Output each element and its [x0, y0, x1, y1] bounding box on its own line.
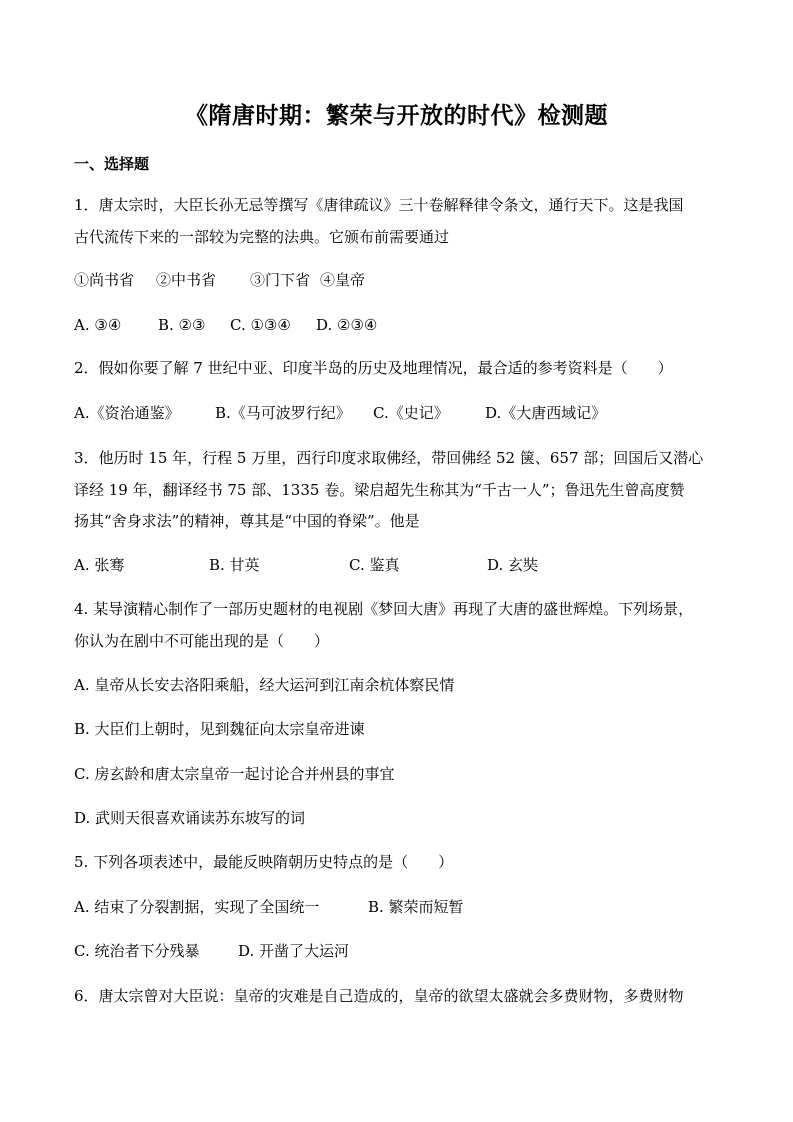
question-text-line: 3．他历时 15 年，行程 5 万里，西行印度求取佛经，带回佛经 52 箧、657 部；回国后又潜心 — [74, 449, 704, 467]
option-c: C. ①③④ — [230, 316, 291, 334]
option-c: C.《史记》 — [373, 404, 449, 422]
option-a: A.《资治通鉴》 — [74, 404, 180, 422]
option-c: C. 鉴真 — [349, 556, 400, 574]
option-a: A. ③④ — [74, 316, 122, 334]
option-a: A. 张骞 — [74, 556, 125, 574]
question-text-line: 1．唐太宗时，大臣长孙无忌等撰写《唐律疏议》三十卷解释律令条文，通行天下。这是我国 — [74, 196, 684, 214]
statement-item: ③门下省 — [250, 271, 311, 289]
option-row — [74, 314, 724, 336]
option-b: B. ②③ — [158, 316, 206, 334]
option-row — [74, 940, 724, 962]
question-text-line: 古代流传下来的一部较为完整的法典。它颁布前需要通过 — [74, 228, 450, 246]
question-text-line: 2．假如你要了解 7 世纪中亚、印度半岛的历史及地理情况，最合适的参考资料是（ ） — [74, 359, 673, 377]
option-b: B.《马可波罗行纪》 — [215, 404, 351, 422]
option-row — [74, 402, 724, 424]
option-d: D.《大唐西域记》 — [485, 404, 607, 422]
option-b: B. 繁荣而短暂 — [368, 898, 464, 916]
statement-item: ①尚书省 — [74, 271, 135, 289]
question-text-line: 5. 下列各项表述中，最能反映隋朝历史特点的是（ ） — [74, 853, 454, 871]
section-heading: 一、选择题 — [74, 155, 150, 173]
question-text-line: 6．唐太宗曾对大臣说：皇帝的灾难是自己造成的，皇帝的欲望太盛就会多费财物，多费财物 — [74, 987, 684, 1005]
option-c: C. 房玄龄和唐太宗皇帝一起讨论合并州县的事宜 — [74, 765, 395, 783]
option-d: D. 玄奘 — [487, 556, 539, 574]
option-c: C. 统治者下分残暴 — [74, 942, 200, 960]
option-row — [74, 896, 724, 918]
statement-item: ④皇帝 — [320, 271, 366, 289]
option-d: D. 开凿了大运河 — [238, 942, 350, 960]
question-text-line: 扬其“舍身求法”的精神，尊其是“中国的脊梁”。他是 — [74, 512, 420, 530]
statement-list — [74, 269, 724, 291]
option-b: B. 大臣们上朝时，见到魏征向太宗皇帝进谏 — [74, 720, 365, 738]
question-text-line: 译经 19 年，翻译经书 75 部、1335 卷。梁启超先生称其为“千古一人”；鲁迅先生曾高度赞 — [74, 481, 685, 499]
option-d: D. 武则天很喜欢诵读苏东坡写的词 — [74, 809, 306, 827]
option-a: A. 皇帝从长安去洛阳乘船，经大运河到江南余杭体察民情 — [74, 676, 455, 694]
option-a: A. 结束了分裂割据，实现了全国统一 — [74, 898, 320, 916]
question-text-line: 4. 某导演精心制作了一部历史题材的电视剧《梦回大唐》再现了大唐的盛世辉煌。下列场景， — [74, 600, 694, 618]
option-b: B. 甘英 — [209, 556, 260, 574]
page-title: 《隋唐时期：繁荣与开放的时代》检测题 — [185, 102, 608, 129]
question-text-line: 你认为在剧中不可能出现的是（ ） — [74, 632, 330, 650]
option-d: D. ②③④ — [316, 316, 378, 334]
statement-item: ②中书省 — [156, 271, 217, 289]
option-row — [74, 554, 724, 576]
